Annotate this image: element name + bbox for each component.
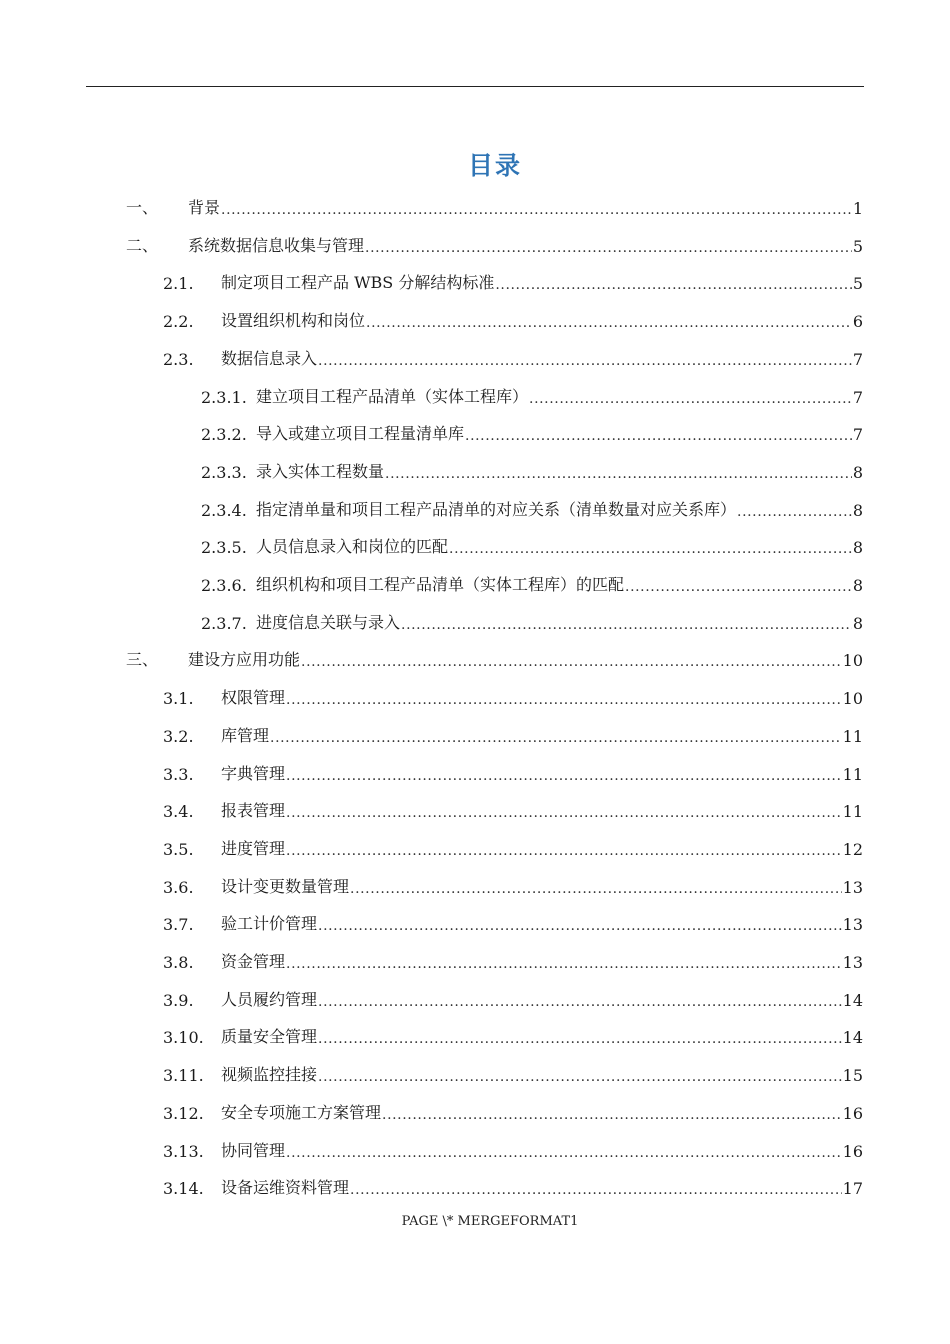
toc-entry[interactable] [163, 339, 863, 369]
toc-entry-title: 人员履约管理 [221, 989, 318, 1009]
toc-dot-leader [625, 579, 852, 595]
toc-entry-number: 2.2. [163, 312, 194, 332]
toc-title: 目录 [467, 151, 522, 180]
toc-entry-title: 报表管理 [221, 801, 286, 821]
toc-entry-page: 8 [852, 538, 863, 558]
toc-entry[interactable] [201, 377, 863, 407]
toc-entry-number: 2.3.1. [201, 387, 247, 407]
toc-entry-page: 10 [842, 689, 863, 709]
toc-entry-page: 11 [842, 764, 863, 784]
toc-dot-leader [318, 1069, 842, 1085]
toc-dot-leader [382, 1107, 842, 1123]
toc-entry-title: 录入实体工程数量 [256, 461, 385, 481]
toc-entry[interactable] [126, 640, 863, 670]
toc-entry-title: 背景 [188, 198, 221, 217]
toc-entry-page: 8 [852, 462, 863, 482]
toc-entry[interactable] [163, 754, 863, 784]
toc-entry-number: 3.14. [163, 1179, 204, 1199]
toc-entry-title: 资金管理 [221, 952, 286, 971]
toc-entry-number: 2.1. [163, 274, 194, 294]
toc-dot-leader [365, 240, 852, 256]
toc-entry-number: 二、 [126, 235, 159, 255]
toc-entry-number: 3.2. [163, 726, 194, 746]
toc-dot-leader [449, 541, 852, 557]
toc-entry-page: 6 [852, 312, 863, 332]
toc-dot-leader [286, 805, 842, 821]
toc-entry-page: 11 [842, 726, 863, 746]
toc-entry-number: 3.4. [163, 802, 194, 822]
toc-entry-page: 7 [852, 425, 863, 445]
toc-dot-leader [385, 466, 852, 482]
toc-entry-title: 进度管理 [221, 838, 286, 858]
toc-entry-number: 一、 [126, 198, 159, 217]
toc-dot-leader [495, 277, 851, 293]
toc-entry-number: 2.3.6. [201, 576, 247, 595]
toc-entry-page: 13 [842, 953, 863, 972]
toc-entry-title: 协同管理 [221, 1140, 286, 1160]
toc-entry[interactable] [201, 452, 863, 482]
toc-entry-title: 验工计价管理 [221, 914, 318, 934]
toc-entry[interactable] [163, 1131, 863, 1161]
toc-entry-number: 2.3.4. [201, 500, 247, 520]
toc-entry-title: 字典管理 [221, 763, 286, 783]
toc-entry-page: 8 [852, 613, 863, 633]
toc-entry[interactable] [163, 1168, 863, 1198]
toc-dot-leader [318, 1031, 842, 1047]
toc-entry-page: 7 [852, 349, 863, 369]
toc-entry-title: 系统数据信息收集与管理 [188, 235, 365, 255]
toc-entry-page: 15 [842, 1066, 863, 1086]
toc-entry-page: 12 [842, 839, 863, 859]
toc-entry-page: 17 [842, 1179, 863, 1199]
toc-entry-number: 3.13. [163, 1141, 204, 1161]
toc-entry-title: 制定项目工程产品 WBS 分解结构标准 [221, 273, 495, 293]
toc-dot-leader [270, 730, 842, 746]
toc-entry[interactable] [201, 527, 863, 557]
toc-entry-number: 3.9. [163, 990, 194, 1010]
toc-entry[interactable] [163, 980, 863, 1010]
toc-entry-title: 视频监控挂接 [221, 1065, 318, 1085]
toc-entry[interactable] [163, 1055, 863, 1085]
toc-dot-leader [318, 994, 842, 1010]
toc-entry-page: 16 [842, 1141, 863, 1161]
toc-entry-number: 2.3. [163, 349, 194, 369]
toc-entry[interactable] [163, 301, 863, 331]
toc-entry-title: 数据信息录入 [221, 348, 318, 368]
toc-entry[interactable] [201, 603, 863, 633]
toc-entry-page: 16 [842, 1103, 863, 1123]
toc-entry-title: 人员信息录入和岗位的匹配 [256, 537, 449, 557]
toc-entry[interactable] [163, 791, 863, 821]
toc-dot-leader [366, 315, 852, 331]
toc-entry-page: 7 [852, 387, 863, 407]
toc-entry-title: 设置组织机构和岗位 [221, 311, 366, 331]
toc-entry-page: 11 [842, 802, 863, 822]
toc-entry[interactable] [163, 829, 863, 859]
toc-entry-number: 3.1. [163, 689, 194, 709]
toc-entry-title: 权限管理 [221, 688, 286, 708]
toc-entry-page: 5 [852, 274, 863, 294]
toc-entry[interactable] [201, 414, 863, 444]
toc-entry-title: 质量安全管理 [221, 1027, 318, 1047]
toc-entry-title: 建设方应用功能 [188, 650, 301, 670]
toc-entry-title: 进度信息关联与录入 [256, 612, 401, 632]
toc-entry-number: 3.10. [163, 1028, 204, 1048]
toc-entry-page: 5 [852, 236, 863, 256]
toc-dot-leader [401, 617, 852, 633]
toc-entry[interactable] [201, 490, 863, 520]
toc-entry-page: 8 [852, 500, 863, 520]
toc-entry-number: 3.11. [163, 1066, 204, 1086]
toc-entry-page: 8 [852, 576, 863, 595]
toc-entry[interactable] [163, 1093, 863, 1123]
toc-entry-number: 2.3.7. [201, 613, 247, 633]
toc-dot-leader [286, 768, 842, 784]
toc-entry-number: 3.12. [163, 1103, 204, 1123]
toc-dot-leader [465, 428, 852, 444]
toc-entry[interactable] [201, 565, 863, 595]
toc-entry-page: 10 [842, 651, 863, 671]
toc-entry-title: 组织机构和项目工程产品清单（实体工程库）的匹配 [256, 575, 625, 594]
toc-entry[interactable] [163, 942, 863, 972]
toc-entry-title: 设备运维资料管理 [221, 1178, 350, 1198]
toc-entry-title: 建立项目工程产品清单（实体工程库） [256, 386, 529, 406]
toc-entry[interactable] [163, 1017, 863, 1047]
toc-entry-page: 14 [842, 1028, 863, 1048]
header-rule [86, 86, 864, 87]
toc-dot-leader [737, 504, 852, 520]
toc-entry-number: 3.5. [163, 839, 194, 859]
toc-entry[interactable] [126, 188, 863, 218]
toc-entry[interactable] [163, 678, 863, 708]
toc-dot-leader [286, 692, 842, 708]
toc-dot-leader [529, 391, 852, 407]
toc-entry-title: 指定清单量和项目工程产品清单的对应关系（清单数量对应关系库） [256, 499, 737, 519]
toc-entry[interactable] [126, 226, 863, 256]
toc-dot-leader [318, 353, 852, 369]
toc-entry-title: 导入或建立项目工程量清单库 [256, 424, 465, 444]
toc-entry-number: 3.3. [163, 764, 194, 784]
toc-dot-leader [350, 881, 842, 897]
toc-dot-leader [301, 654, 842, 670]
toc-entry[interactable] [163, 716, 863, 746]
toc-entry-page: 13 [842, 915, 863, 935]
toc-dot-leader [221, 202, 852, 218]
toc-entry-title: 设计变更数量管理 [221, 876, 350, 896]
toc-dot-leader [286, 956, 842, 972]
toc-entry-title: 安全专项施工方案管理 [221, 1102, 382, 1122]
toc-dot-leader [286, 843, 842, 859]
toc-entry-page: 14 [842, 990, 863, 1010]
toc-entry-number: 2.3.2. [201, 425, 247, 445]
toc-entry[interactable] [163, 263, 863, 293]
toc-dot-leader [350, 1182, 842, 1198]
toc-entry-number: 3.8. [163, 953, 194, 972]
page-footer: PAGE \* MERGEFORMAT1 [401, 1214, 579, 1229]
toc-entry[interactable] [163, 904, 863, 934]
toc-entry-page: 13 [842, 877, 863, 897]
toc-dot-leader [318, 918, 842, 934]
toc-entry[interactable] [163, 867, 863, 897]
toc-entry-title: 库管理 [221, 725, 270, 745]
toc-entry-page: 1 [852, 199, 863, 218]
toc-entry-number: 2.3.5. [201, 538, 247, 558]
toc-entry-number: 3.6. [163, 877, 194, 897]
toc-dot-leader [286, 1145, 842, 1161]
toc-entry-number: 2.3.3. [201, 462, 247, 482]
toc-entry-number: 三、 [126, 650, 159, 670]
toc-entry-number: 3.7. [163, 915, 194, 935]
